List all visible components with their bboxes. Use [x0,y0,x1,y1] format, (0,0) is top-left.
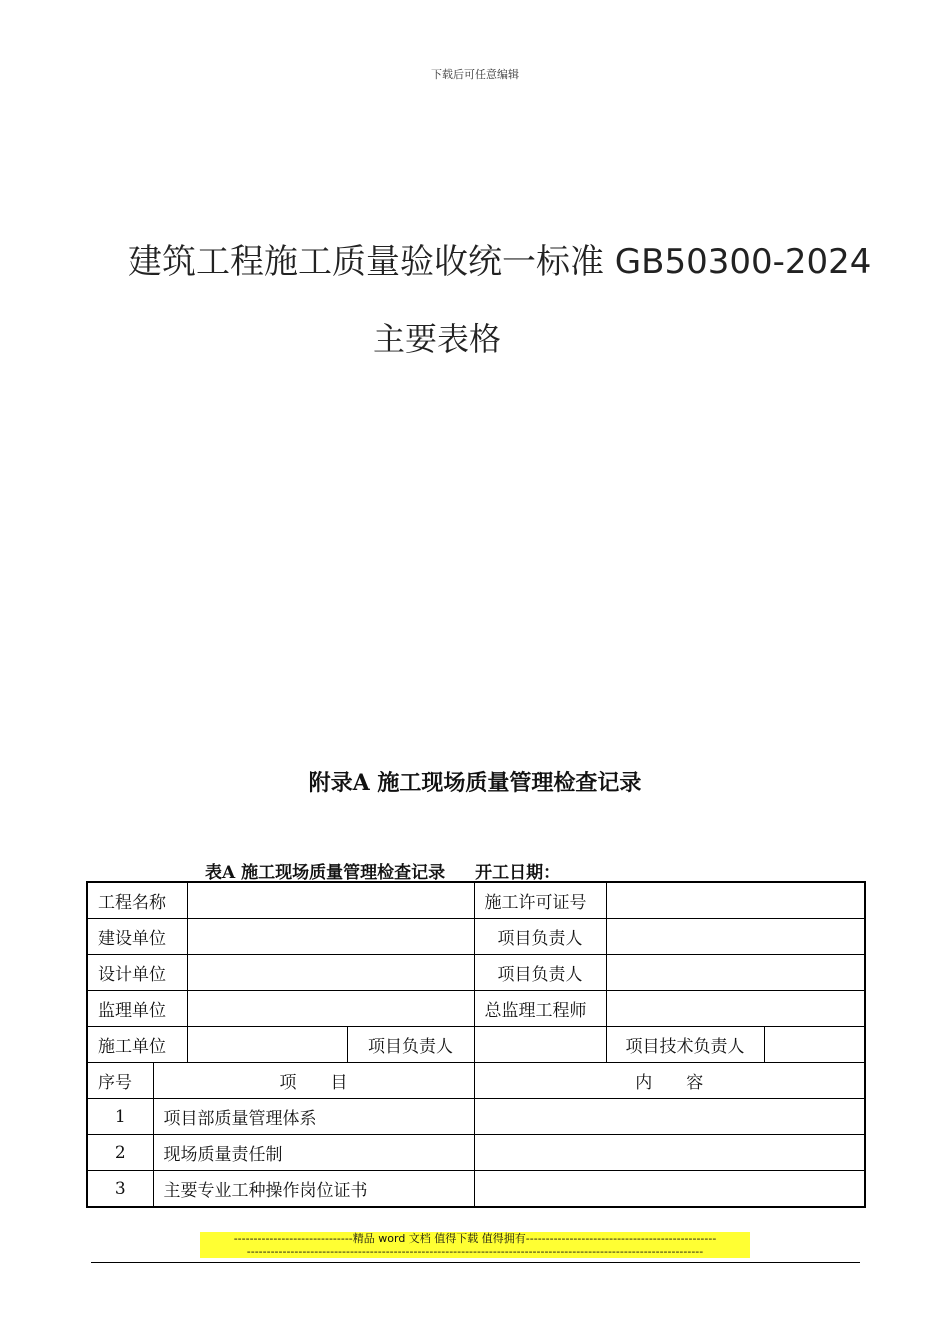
table-row [87,1027,865,1063]
supervision-unit-label: 监理单位 [87,991,187,1027]
chief-supervisor-label: 总监理工程师 [474,991,606,1027]
project-name-value[interactable] [187,882,474,919]
row-content[interactable] [474,1171,865,1208]
footer-line-2: ------------------------------------------------------------------------------------------------------------------- [246,1245,704,1258]
design-unit-label: 设计单位 [87,955,187,991]
appendix-title: 附录A 施工现场质量管理检查记录 [308,770,642,796]
client-unit-label: 建设单位 [87,919,187,955]
table-row [87,919,865,955]
table-row [87,1099,865,1135]
tech-lead-value[interactable] [764,1027,865,1063]
row-no: 2 [87,1135,153,1171]
col-content-header: 内 容 [474,1063,865,1099]
table-row [87,1135,865,1171]
footer-line-1: ------------------------------精品 word 文档 值得下载 值得拥有------------------------------------------------ [233,1232,717,1245]
row-content[interactable] [474,1135,865,1171]
table-caption-name: 表A 施工现场质量管理检查记录 [205,863,446,883]
design-pm-value[interactable] [606,955,865,991]
construction-unit-label: 施工单位 [87,1027,187,1063]
col-item-header: 项 目 [153,1063,474,1099]
header-note: 下载后可任意编辑 [431,68,519,81]
client-pm-value[interactable] [606,919,865,955]
table-caption [205,858,560,883]
table-row [87,955,865,991]
construction-pm-value[interactable] [474,1027,606,1063]
table-header-row [87,1063,865,1099]
client-pm-label: 项目负责人 [474,919,606,955]
start-date-label: 开工日期： [475,863,561,883]
row-no: 3 [87,1171,153,1208]
row-item: 项目部质量管理体系 [153,1099,474,1135]
document-title: 建筑工程施工质量验收统一标准 GB50300-2024 [128,242,872,282]
footer-banner [200,1232,750,1258]
inspection-record-table [86,881,866,1208]
row-no: 1 [87,1099,153,1135]
client-unit-value[interactable] [187,919,474,955]
project-name-label: 工程名称 [87,882,187,919]
chief-supervisor-value[interactable] [606,991,865,1027]
row-content[interactable] [474,1099,865,1135]
tech-lead-label: 项目技术负责人 [606,1027,764,1063]
document-subtitle: 主要表格 [373,320,502,358]
footer-divider [91,1262,860,1263]
construction-pm-label: 项目负责人 [347,1027,474,1063]
table-row [87,1171,865,1208]
permit-no-value[interactable] [606,882,865,919]
construction-unit-value[interactable] [187,1027,347,1063]
row-item: 主要专业工种操作岗位证书 [153,1171,474,1208]
row-item: 现场质量责任制 [153,1135,474,1171]
table-row [87,882,865,919]
design-pm-label: 项目负责人 [474,955,606,991]
table-row [87,991,865,1027]
supervision-unit-value[interactable] [187,991,474,1027]
design-unit-value[interactable] [187,955,474,991]
col-no-header: 序号 [87,1063,153,1099]
permit-no-label: 施工许可证号 [474,882,606,919]
